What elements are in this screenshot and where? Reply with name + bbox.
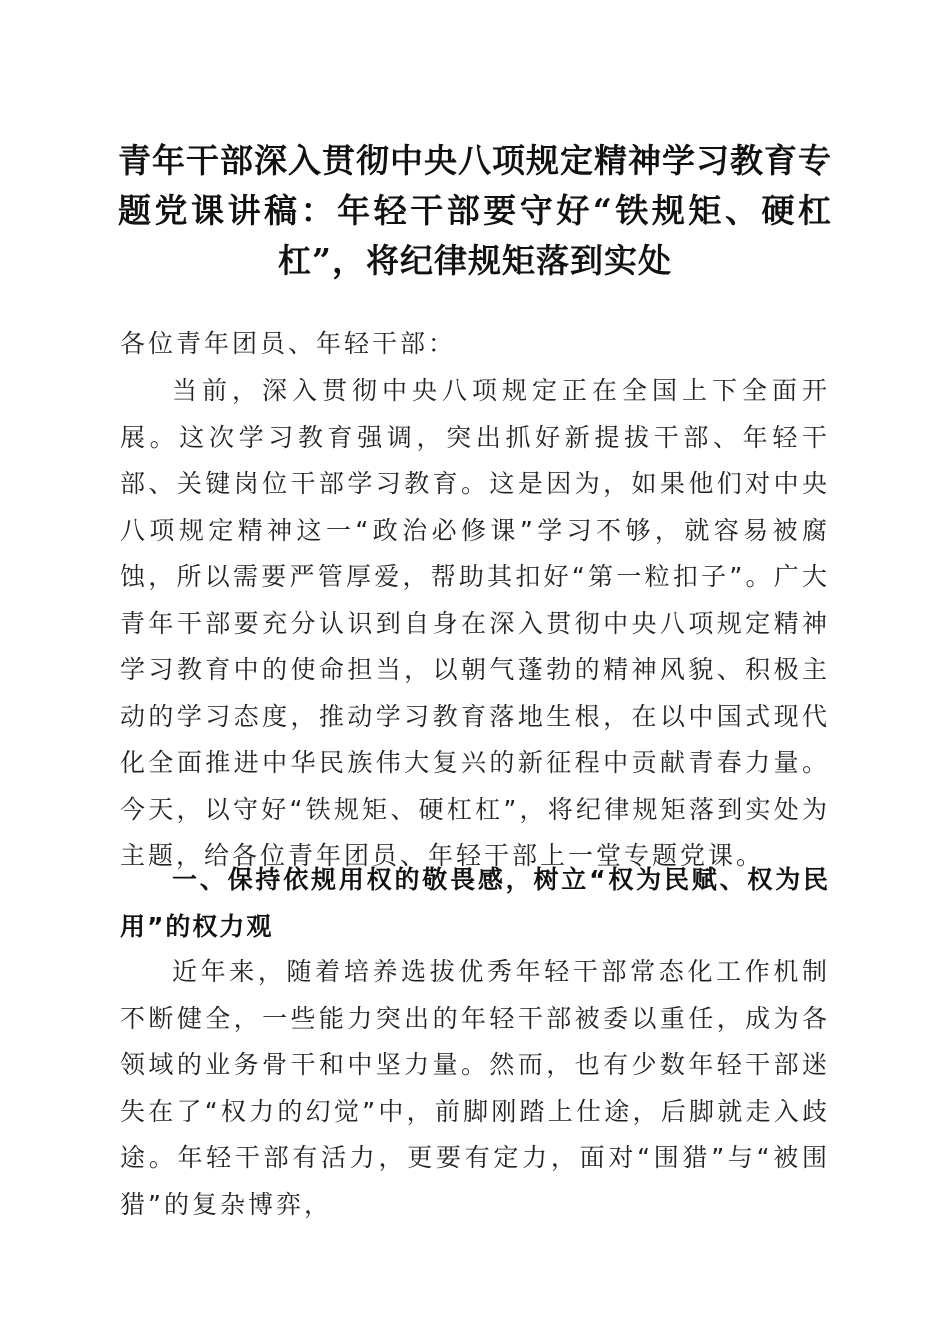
document-title: 青年干部深入贯彻中央八项规定精神学习教育专题党课讲稿：年轻干部要守好“铁规矩、硬杠杠”，将纪律规矩落到实处 xyxy=(118,141,832,280)
section-1-paragraph: 近年来，随着培养选拔优秀年轻干部常态化工作机制不断健全，一些能力突出的年轻干部被委以重任，成为各领域的业务骨干和中坚力量。然而，也有少数年轻干部迷失在了“权力的幻觉”中，前脚刚踏上仕途，后脚就走入歧途。年轻干部有活力，更要有定力，面对“围猎”与“被围猎”的复杂博弈， xyxy=(120,957,830,1219)
section-heading-1: 一、保持依规用权的敬畏感，树立“权为民赋、权为民用”的权力观 xyxy=(120,865,830,941)
salutation: 各位青年团员、年轻干部： xyxy=(120,329,457,358)
paragraph-intro: 当前，深入贯彻中央八项规定正在全国上下全面开展。这次学习教育强调，突出抓好新提拔干部、年轻干部、关键岗位干部学习教育。这是因为，如果他们对中央八项规定精神这一“政治必修课”学习不够，就容易被腐蚀，所以需要严管厚爱，帮助其扣好“第一粒扣子”。广大青年干部要充分认识到自身在深入贯彻中央八项规定精神学习教育中的使命担当，以朝气蓬勃的精神风貌、积极主动的学习态度，推动学习教育落地生根，在以中国式现代化全面推进中华民族伟大复兴的新征程中贡献青春力量。今天，以守好“铁规矩、硬杠杠”，将纪律规矩落到实处为主题，给各位青年团员、年轻干部上一堂专题党课。 xyxy=(120,376,830,870)
